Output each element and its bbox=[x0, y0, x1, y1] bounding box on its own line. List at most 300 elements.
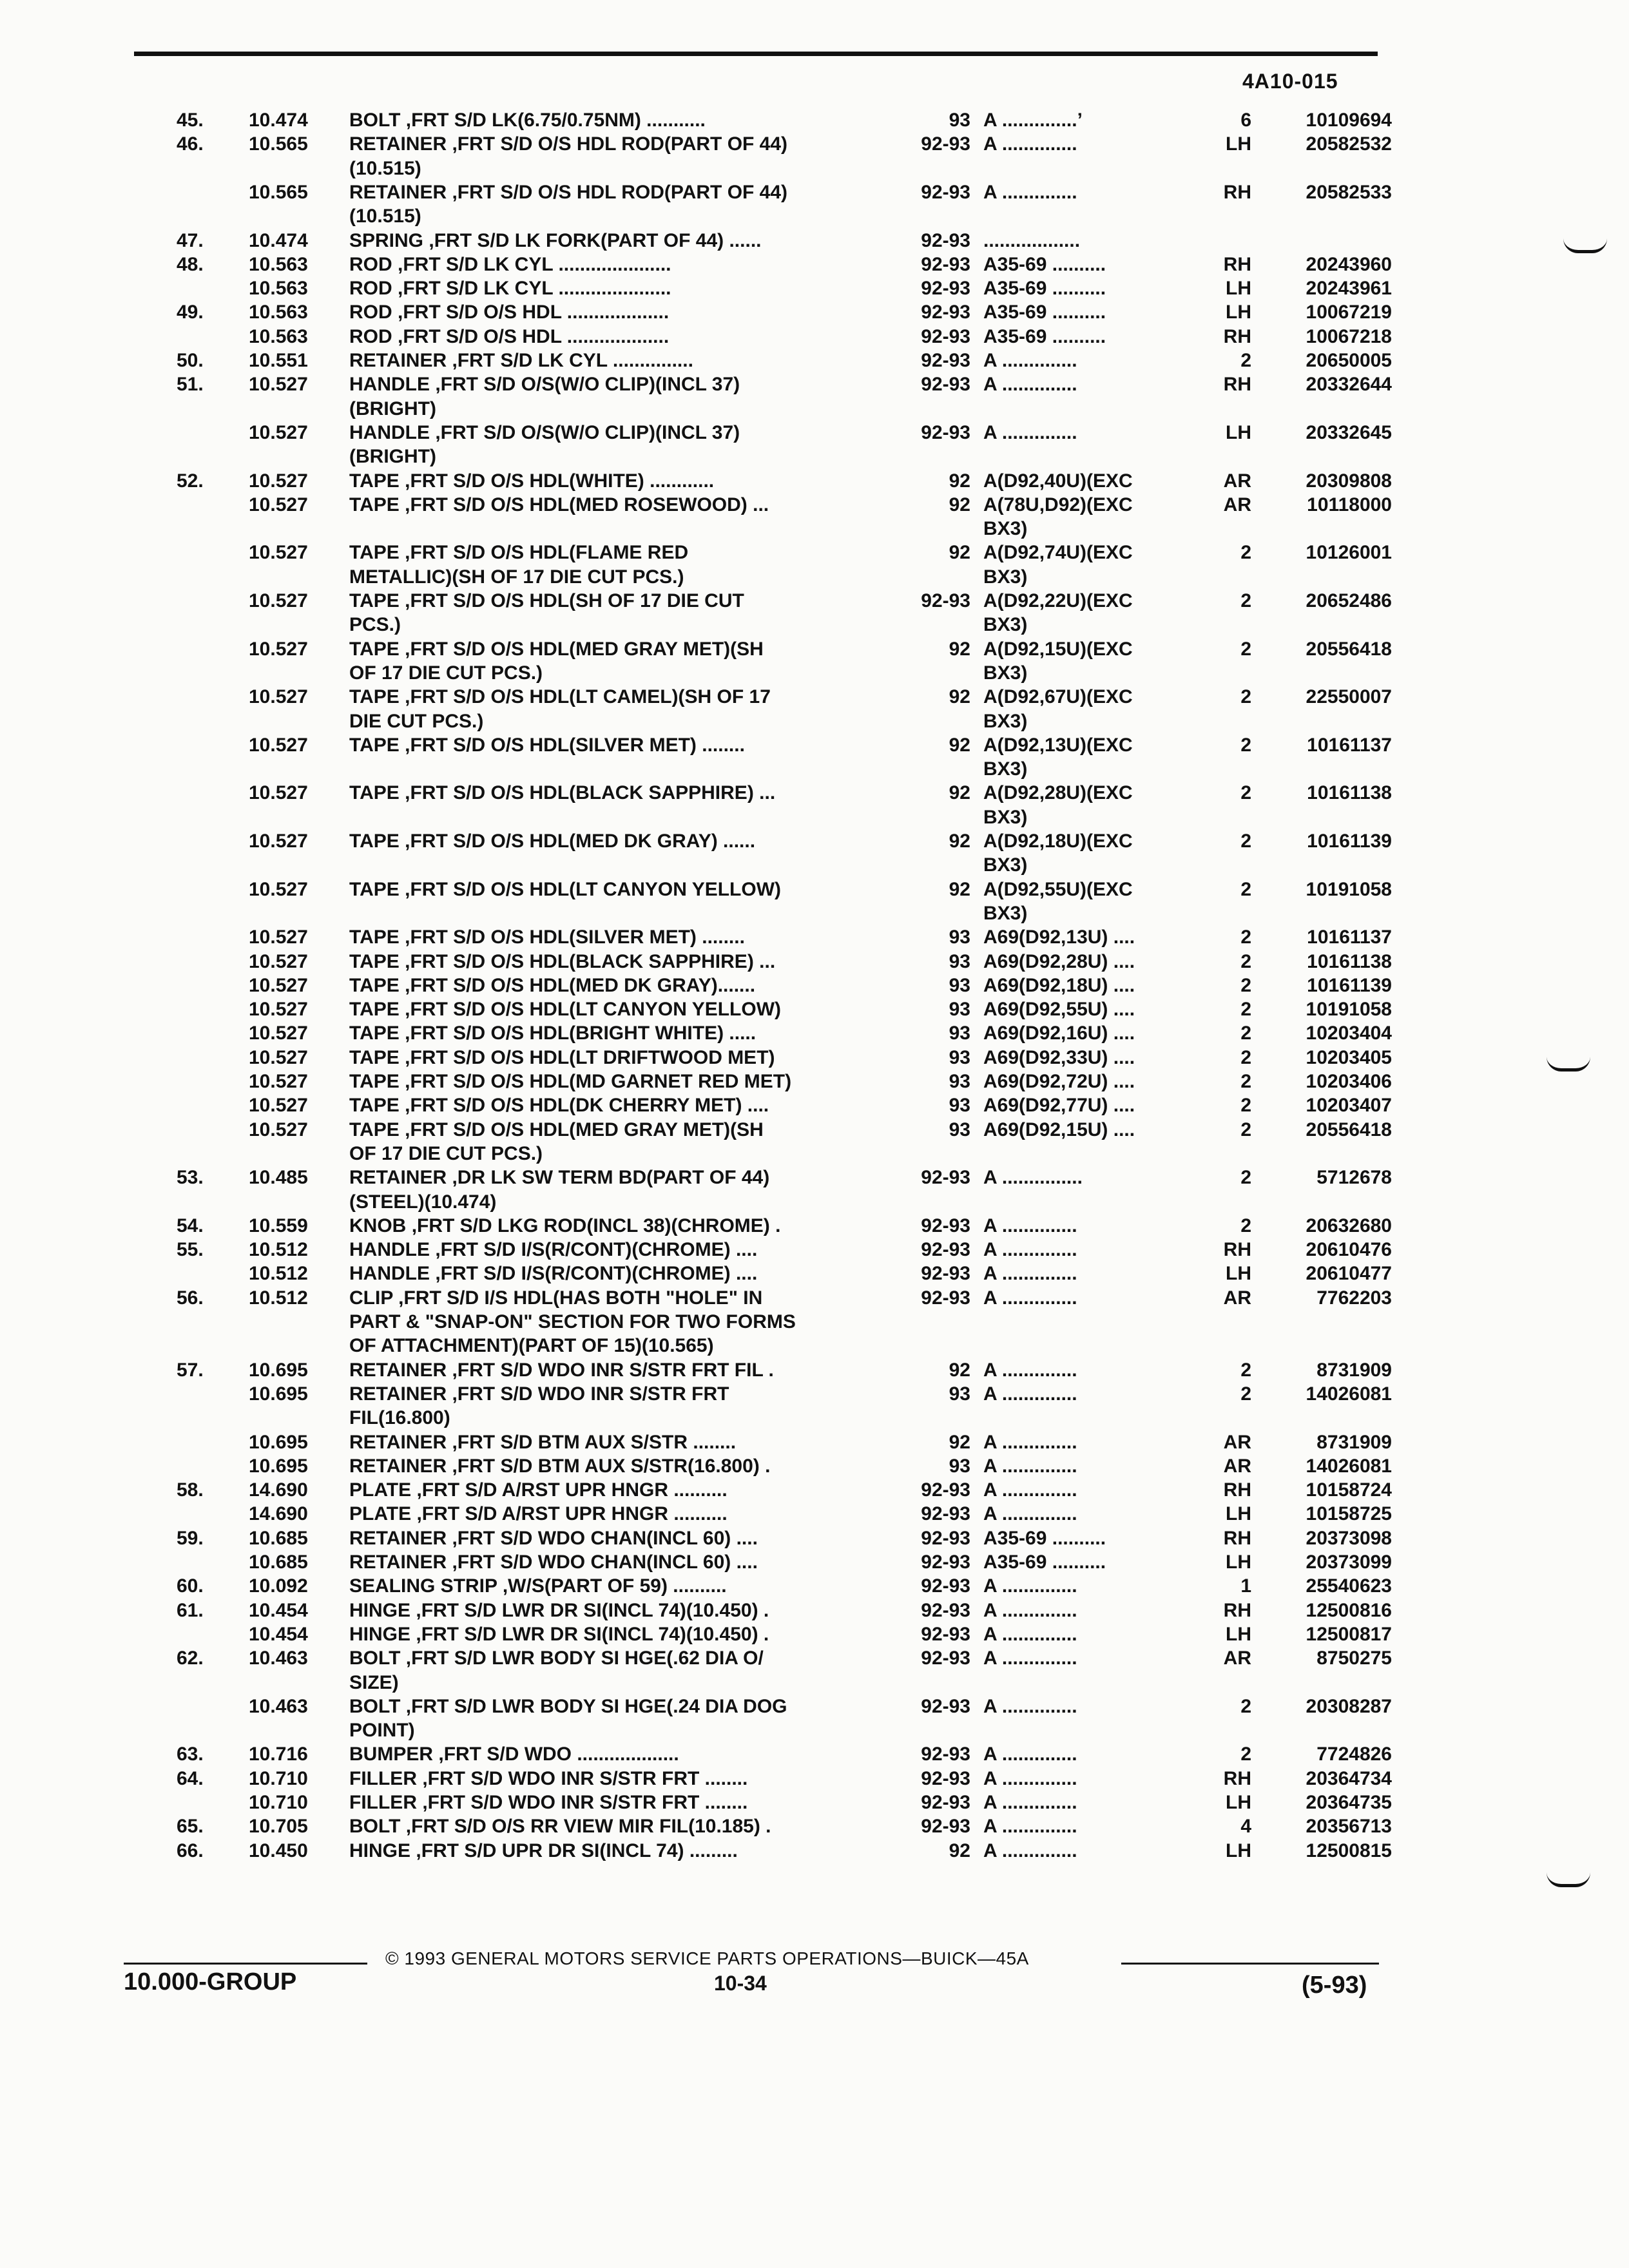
application: BX3) bbox=[983, 614, 1028, 636]
part-number: 8750275 bbox=[1316, 1648, 1392, 1669]
table-row bbox=[0, 421, 1629, 445]
revision-date: (5-93) bbox=[1302, 1972, 1367, 1999]
part-detail: ,FRT S/D O/S HDL(SILVER MET) ........ bbox=[405, 927, 745, 948]
table-row bbox=[0, 349, 1629, 372]
quantity: LH bbox=[1226, 1840, 1251, 1861]
application: A .............. bbox=[983, 1623, 1077, 1645]
group-number: 10.527 bbox=[249, 590, 308, 611]
model-year: 92 bbox=[949, 734, 970, 756]
group-label: 10.000-GROUP bbox=[124, 1968, 297, 1995]
quantity: 2 bbox=[1240, 350, 1251, 371]
quantity: 2 bbox=[1240, 1119, 1251, 1140]
table-row bbox=[0, 1382, 1629, 1406]
part-name: TAPE bbox=[349, 1095, 400, 1117]
group-number: 10.512 bbox=[249, 1263, 308, 1285]
part-description bbox=[349, 229, 761, 253]
part-number: 10161139 bbox=[1307, 974, 1392, 996]
group-number: 10.527 bbox=[249, 1071, 308, 1092]
part-description bbox=[349, 1070, 791, 1093]
group-number: 10.716 bbox=[249, 1744, 308, 1765]
part-detail: ,FRT S/D A/RST UPR HNGR .......... bbox=[416, 1503, 728, 1525]
application: A69(D92,55U) .... bbox=[983, 999, 1135, 1021]
part-number: 20243960 bbox=[1306, 253, 1392, 275]
table-row bbox=[0, 1070, 1629, 1093]
part-name: TAPE bbox=[349, 638, 400, 660]
model-year: 93 bbox=[949, 1071, 970, 1092]
part-name: TAPE bbox=[349, 999, 400, 1021]
part-detail: ,FRT S/D O/S HDL(BRIGHT WHITE) ..... bbox=[405, 1023, 757, 1044]
group-number: 10.527 bbox=[249, 1095, 308, 1117]
table-row bbox=[0, 1502, 1629, 1526]
part-detail: (BRIGHT) bbox=[349, 446, 436, 468]
quantity: 2 bbox=[1240, 590, 1251, 611]
group-number: 10.463 bbox=[249, 1648, 308, 1669]
model-year: 93 bbox=[949, 999, 970, 1021]
part-detail: ,FRT S/D WDO INR S/STR FRT bbox=[452, 1383, 729, 1405]
part-name: TAPE bbox=[349, 494, 400, 515]
part-detail: ,FRT S/D O/S HDL(LT DRIFTWOOD MET) bbox=[405, 1046, 775, 1068]
quantity: 2 bbox=[1240, 1359, 1251, 1381]
quantity: AR bbox=[1223, 1287, 1251, 1309]
model-year: 93 bbox=[949, 1046, 970, 1068]
application: A35-69 .......... bbox=[983, 278, 1106, 300]
part-description bbox=[349, 1502, 728, 1526]
application: BX3) bbox=[983, 518, 1028, 540]
table-row bbox=[0, 1454, 1629, 1478]
part-description bbox=[349, 180, 787, 204]
quantity: LH bbox=[1226, 1263, 1251, 1285]
part-number: 10158725 bbox=[1306, 1503, 1392, 1525]
quantity: LH bbox=[1226, 1623, 1251, 1645]
quantity: 2 bbox=[1240, 999, 1251, 1021]
application: A(D92,55U)(EXC bbox=[983, 878, 1133, 900]
item-number: 63. bbox=[177, 1744, 204, 1765]
part-name: FILLER bbox=[349, 1792, 417, 1813]
table-row bbox=[0, 1262, 1629, 1285]
part-description bbox=[349, 878, 781, 901]
application: A35-69 .......... bbox=[983, 253, 1106, 275]
page-number: 10-34 bbox=[714, 1972, 767, 1995]
table-row bbox=[0, 1190, 1629, 1214]
group-number: 14.690 bbox=[249, 1503, 308, 1525]
group-number: 10.527 bbox=[249, 470, 308, 492]
part-name: TAPE bbox=[349, 1023, 400, 1044]
part-detail: ,FRT S/D O/S(W/O CLIP)(INCL 37) bbox=[435, 374, 740, 396]
part-name: BUMPER bbox=[349, 1744, 434, 1765]
part-number: 20364734 bbox=[1306, 1767, 1392, 1789]
quantity: 2 bbox=[1240, 1744, 1251, 1765]
group-number: 10.485 bbox=[249, 1167, 308, 1189]
group-number: 10.527 bbox=[249, 638, 308, 660]
table-row bbox=[0, 1814, 1629, 1838]
part-description bbox=[349, 1286, 762, 1310]
application: A(D92,15U)(EXC bbox=[983, 638, 1133, 660]
part-description bbox=[349, 1599, 769, 1622]
application: A ............... bbox=[983, 1167, 1083, 1189]
part-description bbox=[349, 565, 684, 589]
part-description bbox=[349, 1238, 757, 1262]
group-number: 10.527 bbox=[249, 831, 308, 852]
part-name: TAPE bbox=[349, 927, 400, 948]
model-year: 93 bbox=[949, 1455, 970, 1477]
application: A .............. bbox=[983, 1599, 1077, 1621]
group-number: 10.563 bbox=[249, 302, 308, 323]
model-year: 92-93 bbox=[921, 1479, 970, 1501]
application: A .............. bbox=[983, 1455, 1077, 1477]
group-number: 10.710 bbox=[249, 1767, 308, 1789]
part-description bbox=[349, 372, 740, 396]
part-number: 10161137 bbox=[1307, 927, 1392, 948]
part-number: 10203407 bbox=[1306, 1095, 1392, 1117]
item-number: 49. bbox=[177, 302, 204, 323]
part-name: KNOB bbox=[349, 1215, 407, 1236]
item-number: 65. bbox=[177, 1816, 204, 1838]
part-number: 20308287 bbox=[1306, 1695, 1392, 1717]
model-year: 92-93 bbox=[921, 1648, 970, 1669]
application: A69(D92,13U) .... bbox=[983, 927, 1135, 948]
quantity: 2 bbox=[1240, 878, 1251, 900]
part-description bbox=[349, 781, 775, 805]
part-description bbox=[349, 733, 745, 757]
quantity: 2 bbox=[1240, 686, 1251, 708]
part-name: PLATE bbox=[349, 1479, 412, 1501]
application: A .............. bbox=[983, 421, 1077, 443]
part-name: RETAINER bbox=[349, 1383, 447, 1405]
part-description bbox=[349, 325, 669, 349]
part-detail: ,FRT S/D O/S HDL(DK CHERRY MET) .... bbox=[405, 1095, 769, 1117]
model-year: 92-93 bbox=[921, 1744, 970, 1765]
group-number: 10.527 bbox=[249, 999, 308, 1021]
quantity: LH bbox=[1226, 1792, 1251, 1813]
part-number: 10161137 bbox=[1307, 734, 1392, 756]
part-number: 14026081 bbox=[1306, 1455, 1392, 1477]
table-row bbox=[0, 1622, 1629, 1646]
quantity: RH bbox=[1223, 325, 1251, 347]
application: A69(D92,15U) .... bbox=[983, 1119, 1135, 1140]
part-name: TAPE bbox=[349, 734, 400, 756]
group-number: 10.512 bbox=[249, 1287, 308, 1309]
quantity: LH bbox=[1226, 278, 1251, 300]
model-year: 92 bbox=[949, 782, 970, 804]
part-detail: ,FRT S/D WDO INR S/STR FRT ........ bbox=[422, 1792, 748, 1813]
table-row bbox=[0, 1574, 1629, 1598]
item-number: 59. bbox=[177, 1527, 204, 1549]
quantity: RH bbox=[1223, 1479, 1251, 1501]
table-row bbox=[0, 589, 1629, 613]
part-number: 8731909 bbox=[1316, 1431, 1392, 1453]
group-number: 10.563 bbox=[249, 253, 308, 275]
part-name: TAPE bbox=[349, 686, 400, 708]
part-detail: ,FRT S/D O/S HDL(BLACK SAPPHIRE) ... bbox=[405, 782, 776, 804]
table-row bbox=[0, 469, 1629, 493]
part-name: HANDLE bbox=[349, 1239, 430, 1261]
model-year: 93 bbox=[949, 1023, 970, 1044]
model-year: 93 bbox=[949, 927, 970, 948]
group-number: 10.565 bbox=[249, 181, 308, 203]
item-number: 58. bbox=[177, 1479, 204, 1501]
group-number: 10.512 bbox=[249, 1239, 308, 1261]
part-detail: ,FRT S/D LK CYL ............... bbox=[452, 350, 693, 371]
table-row bbox=[0, 637, 1629, 661]
quantity: AR bbox=[1223, 470, 1251, 492]
application: A ..............’ bbox=[983, 110, 1083, 131]
part-description bbox=[349, 397, 436, 421]
model-year: 92-93 bbox=[921, 1816, 970, 1838]
part-number: 10109694 bbox=[1306, 110, 1392, 131]
table-row bbox=[0, 1310, 1629, 1334]
application: A35-69 .......... bbox=[983, 1527, 1106, 1549]
part-detail: OF ATTACHMENT)(PART OF 15)(10.565) bbox=[349, 1335, 714, 1357]
part-number: 10126001 bbox=[1306, 542, 1392, 564]
group-number: 10.695 bbox=[249, 1359, 308, 1381]
part-name: ROD bbox=[349, 253, 392, 275]
part-description bbox=[349, 1839, 738, 1863]
table-row bbox=[0, 1526, 1629, 1550]
part-description bbox=[349, 157, 421, 180]
part-detail: ,FRT S/D O/S HDL(WHITE) ............ bbox=[405, 470, 715, 492]
part-number: 10161138 bbox=[1307, 950, 1392, 972]
part-detail: ,FRT S/D LK(6.75/0.75NM) ........... bbox=[405, 110, 706, 131]
table-row bbox=[0, 493, 1629, 517]
part-name: SPRING bbox=[349, 229, 424, 251]
part-description bbox=[349, 1695, 787, 1718]
quantity: 2 bbox=[1240, 1095, 1251, 1117]
quantity: 2 bbox=[1240, 638, 1251, 660]
table-row bbox=[0, 1046, 1629, 1070]
group-number: 10.563 bbox=[249, 325, 308, 347]
part-number: 10118000 bbox=[1307, 494, 1392, 515]
item-number: 45. bbox=[177, 110, 204, 131]
model-year: 92 bbox=[949, 542, 970, 564]
part-detail: ,FRT S/D I/S(R/CONT)(CHROME) .... bbox=[435, 1263, 758, 1285]
part-number: 20364735 bbox=[1306, 1792, 1392, 1813]
quantity: LH bbox=[1226, 133, 1251, 155]
part-number: 20309808 bbox=[1306, 470, 1392, 492]
model-year: 92-93 bbox=[921, 1167, 970, 1189]
part-number: 10158724 bbox=[1306, 1479, 1392, 1501]
application: BX3) bbox=[983, 710, 1028, 732]
item-number: 55. bbox=[177, 1239, 204, 1261]
model-year: 92-93 bbox=[921, 374, 970, 396]
part-name: HANDLE bbox=[349, 421, 430, 443]
part-description bbox=[349, 1046, 775, 1070]
part-description bbox=[349, 132, 787, 156]
part-detail: ,FRT S/D I/S(R/CONT)(CHROME) .... bbox=[435, 1239, 758, 1261]
part-detail: PCS.) bbox=[349, 614, 401, 636]
part-number: 20610476 bbox=[1306, 1239, 1392, 1261]
table-row bbox=[0, 1166, 1629, 1189]
model-year: 92-93 bbox=[921, 1575, 970, 1597]
table-row bbox=[0, 132, 1629, 156]
table-row bbox=[0, 1839, 1629, 1863]
quantity: 1 bbox=[1240, 1575, 1251, 1597]
part-detail: ,FRT S/D O/S HDL(MED GRAY MET)(SH bbox=[405, 638, 764, 660]
part-number: 10191058 bbox=[1306, 878, 1392, 900]
group-number: 10.695 bbox=[249, 1383, 308, 1405]
table-row bbox=[0, 974, 1629, 997]
part-description bbox=[349, 1526, 758, 1550]
application: BX3) bbox=[983, 662, 1028, 684]
footer-rule-right bbox=[1121, 1963, 1379, 1965]
quantity: RH bbox=[1223, 1527, 1251, 1549]
part-name: CLIP bbox=[349, 1287, 393, 1309]
part-description bbox=[349, 1093, 769, 1117]
part-detail: ,FRT S/D BTM AUX S/STR(16.800) . bbox=[452, 1455, 771, 1477]
part-name: ROD bbox=[349, 325, 392, 347]
table-row bbox=[0, 1334, 1629, 1358]
part-detail: ,FRT S/D A/RST UPR HNGR .......... bbox=[416, 1479, 728, 1501]
part-name: BOLT bbox=[349, 1816, 401, 1838]
part-number: 20610477 bbox=[1306, 1263, 1392, 1285]
part-description bbox=[349, 1718, 415, 1742]
group-number: 10.559 bbox=[249, 1215, 308, 1236]
application: A .............. bbox=[983, 1792, 1077, 1813]
part-name: TAPE bbox=[349, 470, 400, 492]
quantity: RH bbox=[1223, 1239, 1251, 1261]
item-number: 60. bbox=[177, 1575, 204, 1597]
table-row bbox=[0, 300, 1629, 324]
quantity: 4 bbox=[1240, 1816, 1251, 1838]
model-year: 92-93 bbox=[921, 325, 970, 347]
part-description bbox=[349, 493, 769, 517]
part-number: 20332644 bbox=[1306, 374, 1392, 396]
part-detail: ,FRT S/D UPR DR SI(INCL 74) ......... bbox=[416, 1840, 738, 1861]
application: A .............. bbox=[983, 1816, 1077, 1838]
application: BX3) bbox=[983, 902, 1028, 924]
part-description bbox=[349, 445, 436, 468]
part-detail: OF 17 DIE CUT PCS.) bbox=[349, 1142, 543, 1164]
item-number: 46. bbox=[177, 133, 204, 155]
application: A .............. bbox=[983, 133, 1077, 155]
part-detail: ,FRT S/D WDO INR S/STR FRT ........ bbox=[422, 1767, 748, 1789]
part-description bbox=[349, 829, 755, 853]
table-row bbox=[0, 517, 1629, 541]
part-detail: FIL(16.800) bbox=[349, 1407, 450, 1429]
part-detail: ,FRT S/D O/S HDL ................... bbox=[398, 302, 670, 323]
model-year: 92-93 bbox=[921, 1599, 970, 1621]
part-detail: ,FRT S/D O/S RR VIEW MIR FIL(10.185) . bbox=[405, 1816, 771, 1838]
table-row bbox=[0, 1214, 1629, 1238]
part-description bbox=[349, 997, 781, 1021]
table-row bbox=[0, 1478, 1629, 1502]
model-year: 92-93 bbox=[921, 1552, 970, 1573]
application: A .............. bbox=[983, 350, 1077, 371]
part-number: 10203404 bbox=[1306, 1023, 1392, 1044]
part-description bbox=[349, 1622, 769, 1646]
table-row bbox=[0, 372, 1629, 396]
application: BX3) bbox=[983, 854, 1028, 876]
group-number: 10.454 bbox=[249, 1623, 308, 1645]
part-detail: ,FRT S/D LWR BODY SI HGE(.24 DIA DOG bbox=[405, 1695, 787, 1717]
table-row bbox=[0, 1646, 1629, 1670]
part-description bbox=[349, 1478, 728, 1502]
quantity: RH bbox=[1223, 374, 1251, 396]
part-description bbox=[349, 1021, 756, 1045]
item-number: 47. bbox=[177, 229, 204, 251]
table-row bbox=[0, 661, 1629, 685]
part-name: RETAINER bbox=[349, 350, 447, 371]
quantity: LH bbox=[1226, 1503, 1251, 1525]
part-description bbox=[349, 1214, 780, 1238]
part-number: 10067218 bbox=[1306, 325, 1392, 347]
table-row bbox=[0, 925, 1629, 949]
group-number: 10.454 bbox=[249, 1599, 308, 1621]
group-number: 10.705 bbox=[249, 1816, 308, 1838]
part-name: TAPE bbox=[349, 590, 400, 611]
application: A69(D92,77U) .... bbox=[983, 1095, 1135, 1117]
application: BX3) bbox=[983, 758, 1028, 780]
part-detail: ,FRT S/D I/S HDL(HAS BOTH "HOLE" IN bbox=[398, 1287, 763, 1309]
group-number: 10.450 bbox=[249, 1840, 308, 1861]
model-year: 93 bbox=[949, 974, 970, 996]
part-name: RETAINER bbox=[349, 1527, 447, 1549]
part-name: BOLT bbox=[349, 1648, 401, 1669]
part-detail: POINT) bbox=[349, 1720, 415, 1742]
table-row bbox=[0, 685, 1629, 709]
model-year: 92 bbox=[949, 638, 970, 660]
part-name: RETAINER bbox=[349, 1431, 447, 1453]
table-row bbox=[0, 108, 1629, 132]
part-name: HINGE bbox=[349, 1840, 411, 1861]
table-row bbox=[0, 445, 1629, 468]
quantity: RH bbox=[1223, 1599, 1251, 1621]
application: A .............. bbox=[983, 1744, 1077, 1765]
model-year: 92-93 bbox=[921, 181, 970, 203]
table-row bbox=[0, 733, 1629, 757]
application: A(D92,40U)(EXC bbox=[983, 470, 1133, 492]
table-row bbox=[0, 180, 1629, 204]
part-name: TAPE bbox=[349, 1046, 400, 1068]
part-detail: ,FRT S/D O/S HDL ................... bbox=[398, 325, 670, 347]
model-year: 92-93 bbox=[921, 1263, 970, 1285]
item-number: 54. bbox=[177, 1215, 204, 1236]
part-number: 25540623 bbox=[1306, 1575, 1392, 1597]
part-name: RETAINER bbox=[349, 181, 447, 203]
part-description bbox=[349, 1814, 771, 1838]
part-detail: ,FRT S/D WDO ................... bbox=[438, 1744, 679, 1765]
part-description bbox=[349, 541, 688, 564]
part-name: HINGE bbox=[349, 1623, 411, 1645]
table-row bbox=[0, 1550, 1629, 1574]
part-detail: (STEEL)(10.474) bbox=[349, 1191, 497, 1213]
quantity: RH bbox=[1223, 253, 1251, 275]
quantity: RH bbox=[1223, 1767, 1251, 1789]
part-number: 20652486 bbox=[1306, 590, 1392, 611]
table-row bbox=[0, 1286, 1629, 1310]
application: A69(D92,28U) .... bbox=[983, 950, 1135, 972]
table-row bbox=[0, 1406, 1629, 1430]
application: A(D92,28U)(EXC bbox=[983, 782, 1133, 804]
part-description bbox=[349, 1142, 543, 1166]
model-year: 92 bbox=[949, 1431, 970, 1453]
model-year: 93 bbox=[949, 1383, 970, 1405]
part-description bbox=[349, 1742, 679, 1766]
quantity: 2 bbox=[1240, 1383, 1251, 1405]
model-year: 92-93 bbox=[921, 302, 970, 323]
part-detail: ,FRT S/D O/S HDL ROD(PART OF 44) bbox=[452, 133, 788, 155]
table-row bbox=[0, 829, 1629, 853]
application: A35-69 .......... bbox=[983, 325, 1106, 347]
part-name: TAPE bbox=[349, 542, 400, 564]
part-description bbox=[349, 661, 543, 685]
model-year: 92-93 bbox=[921, 350, 970, 371]
quantity: 2 bbox=[1240, 734, 1251, 756]
application: A .............. bbox=[983, 1695, 1077, 1717]
part-detail: METALLIC)(SH OF 17 DIE CUT PCS.) bbox=[349, 566, 684, 588]
part-name: HANDLE bbox=[349, 1263, 430, 1285]
item-number: 61. bbox=[177, 1599, 204, 1621]
part-detail: ,FRT S/D O/S HDL(LT CANYON YELLOW) bbox=[405, 999, 781, 1021]
